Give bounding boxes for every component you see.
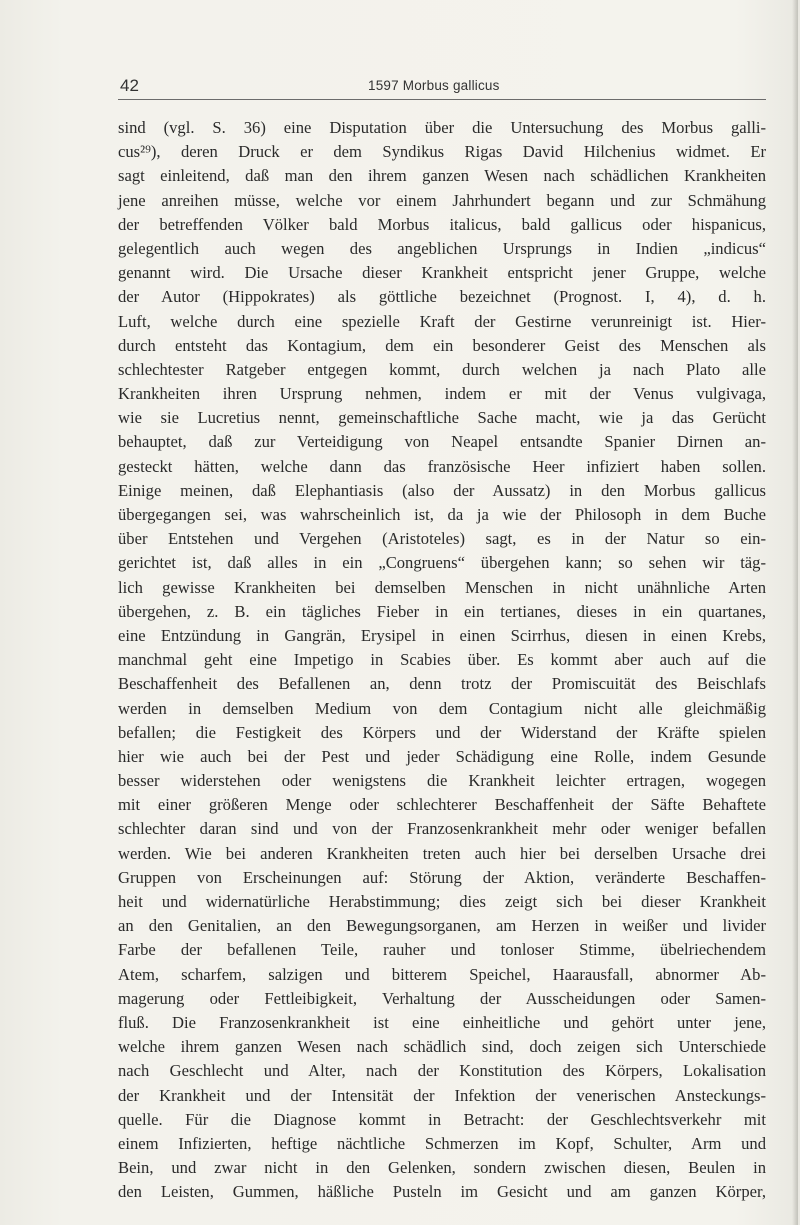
- text-line: Beschaffenheit des Befallenen an, denn trotz der Promiscuität des Beischlafs: [118, 674, 766, 694]
- text-line: übergehen, z. B. ein tägliches Fieber in ein tertianes, dieses in ein quartanes,: [118, 601, 766, 621]
- text-line: Krankheiten ihren Ursprung nehmen, indem er mit der Venus vulgivaga,: [118, 384, 766, 404]
- body-text: [118, 116, 766, 1204]
- text-line: Gruppen von Erscheinungen auf: Störung der Aktion, veränderte Beschaffen-: [118, 867, 766, 887]
- text-line: schlechter daran sind und von der Franzosenkrankheit mehr oder weniger befallen: [118, 819, 766, 839]
- text-line: magerung oder Fettleibigkeit, Verhaltung der Ausscheidungen oder Samen-: [118, 988, 766, 1008]
- text-line: befallen; die Festigkeit des Körpers und der Widerstand der Kräfte spielen: [118, 722, 766, 742]
- running-title: 1597 Morbus gallicus: [368, 78, 500, 93]
- text-line: Luft, welche durch eine spezielle Kraft der Gestirne verunreinigt ist. Hier-: [118, 311, 766, 331]
- text-line: durch entsteht das Kontagium, dem ein besonderer Geist des Menschen als: [118, 335, 766, 355]
- text-line: gesteckt hätten, welche dann das französische Heer infiziert haben sollen.: [118, 456, 766, 476]
- text-line: hier wie auch bei der Pest und jeder Schädigung eine Rolle, indem Gesunde: [118, 746, 766, 766]
- text-line: über Entstehen und Vergehen (Aristoteles) sagt, es in der Natur so ein-: [118, 529, 766, 549]
- text-line: sind (vgl. S. 36) eine Disputation über die Untersuchung des Morbus galli-: [118, 118, 766, 137]
- text-line: mit einer größeren Menge oder schlechterer Beschaffenheit der Säfte Behaftete: [118, 795, 766, 815]
- text-line: nach Geschlecht und Alter, nach der Konstitution des Körpers, Lokalisation: [118, 1061, 766, 1081]
- text-line: der Krankheit und der Intensität der Infektion der venerischen Ansteckungs-: [118, 1085, 766, 1105]
- text-line: werden in demselben Medium von dem Contagium nicht alle gleichmäßig: [118, 698, 766, 718]
- text-line: Bein, und zwar nicht in den Gelenken, sondern zwischen diesen, Beulen in: [118, 1158, 766, 1178]
- text-line: jene anreihen müsse, welche vor einem Jahrhundert begann und zur Schmähung: [118, 190, 766, 210]
- text-line: schlechtester Ratgeber entgegen kommt, durch welchen ja nach Plato alle: [118, 359, 766, 379]
- text-line: einem Infizierten, heftige nächtliche Schmerzen im Kopf, Schulter, Arm und: [118, 1133, 766, 1153]
- text-line: behauptet, daß zur Verteidigung von Neapel entsandte Spanier Dirnen an-: [118, 432, 766, 452]
- text-line: besser widerstehen oder wenigstens die Krankheit leichter ertragen, wogegen: [118, 771, 766, 791]
- text-line: gelegentlich auch wegen des angeblichen Ursprungs in Indien „indicus“: [118, 238, 766, 258]
- text-line: heit und widernatürliche Herabstimmung; dies zeigt sich bei dieser Krankheit: [118, 892, 766, 911]
- text-line: Einige meinen, daß Elephantiasis (also der Aussatz) in den Morbus gallicus: [118, 480, 766, 500]
- text-line: an den Genitalien, an den Bewegungsorganen, am Herzen in weißer und livider: [118, 916, 766, 936]
- text-line: Farbe der befallenen Teile, rauher und tonloser Stimme, übelriechendem: [118, 940, 766, 960]
- text-line: übergegangen sei, was wahrscheinlich ist, da ja wie der Philosoph in dem Buche: [118, 505, 766, 524]
- page-header: [118, 76, 766, 100]
- page-edge-shadow: [792, 0, 798, 1225]
- text-line: fluß. Die Franzosenkrankheit ist eine einheitliche und gehört unter jene,: [118, 1012, 766, 1032]
- text-line: wie sie Lucretius nennt, gemeinschaftliche Sache macht, wie ja das Gerücht: [118, 408, 766, 428]
- text-line: sagt einleitend, daß man den ihrem ganzen Wesen nach schädlichen Krankheiten: [118, 166, 766, 186]
- text-line: genannt wird. Die Ursache dieser Krankheit entspricht jener Gruppe, welche: [118, 263, 766, 283]
- text-line: eine Entzündung in Gangrän, Erysipel in einen Scirrhus, diesen in einen Krebs,: [118, 625, 766, 645]
- text-line: manchmal geht eine Impetigo in Scabies über. Es kommt aber auch auf die: [118, 650, 766, 670]
- text-line: welche ihrem ganzen Wesen nach schädlich sind, doch zeigen sich Unterschiede: [118, 1037, 766, 1057]
- text-line: gerichtet ist, daß alles in ein „Congruens“ übergehen kann; so sehen wir täg-: [118, 553, 766, 573]
- header-rule: [118, 99, 766, 100]
- text-line: werden. Wie bei anderen Krankheiten treten auch hier bei derselben Ursache drei: [118, 843, 766, 863]
- text-line: der Autor (Hippokrates) als göttliche bezeichnet (Prognost. I, 4), d. h.: [118, 287, 766, 307]
- page-number: 42: [120, 76, 139, 95]
- text-line: den Leisten, Gummen, häßliche Pusteln im Gesicht und am ganzen Körper,: [118, 1182, 766, 1202]
- text-line: quelle. Für die Diagnose kommt in Betracht: der Geschlechtsverkehr mit: [118, 1109, 766, 1129]
- text-line: Atem, scharfem, salzigen und bitterem Speichel, Haarausfall, abnormer Ab-: [118, 964, 766, 984]
- text-line: der betreffenden Völker bald Morbus italicus, bald gallicus oder hispanicus,: [118, 214, 766, 234]
- text-line: lich gewisse Krankheiten bei demselben Menschen in nicht unähnliche Arten: [118, 577, 766, 597]
- text-line: cus²⁹), deren Druck er dem Syndikus Rigas David Hilchenius widmet. Er: [118, 142, 766, 162]
